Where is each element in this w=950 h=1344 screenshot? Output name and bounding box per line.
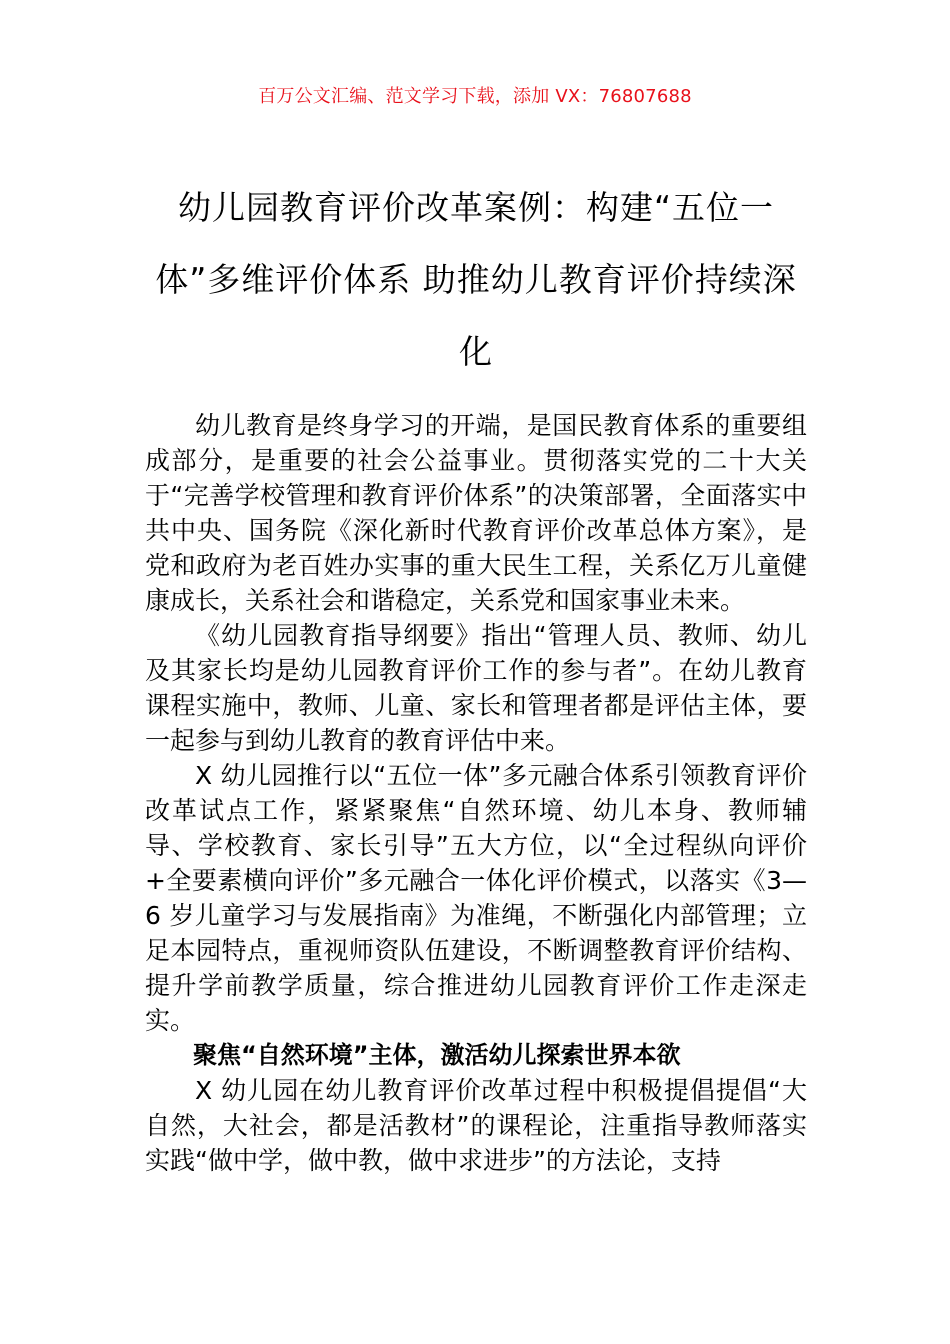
paragraph: X 幼儿园推行以“五位一体”多元融合体系引领教育评价改革试点工作，紧紧聚焦“自然环境、幼儿本身、教师辅导、学校教育、家长引导”五大方位，以“全过程纵向评价+全要素横向评价”多元融合一体化评价模式，以落实《3—6 岁儿童学习与发展指南》为准绳，不断强化内部管理；立足本园特点，重视师资队伍建设，不断调整教育评价结构、提升学前教学质量，综合推进幼儿园教育评价工作走深走实。 xyxy=(145,761,807,1035)
paragraph: X 幼儿园在幼儿教育评价改革过程中积极提倡提倡“大自然，大社会，都是活教材”的课程论，注重指导教师落实实践“做中学，做中教，做中求进步”的方法论，支持 xyxy=(145,1076,807,1175)
document-title: 幼儿园教育评价改革案例：构建“五位一体”多维评价体系 助推幼儿教育评价持续深化 xyxy=(155,188,797,371)
header-note: 百万公文汇编、范文学习下载，添加 VX：76807688 xyxy=(258,86,692,107)
document-body xyxy=(145,408,807,1178)
paragraph: 《幼儿园教育指导纲要》指出“管理人员、教师、幼儿及其家长均是幼儿园教育评价工作的参与者”。在幼儿教育课程实施中，教师、儿童、家长和管理者都是评估主体，要一起参与到幼儿教育的教育评估中来。 xyxy=(145,621,807,755)
paragraph: 幼儿教育是终身学习的开端，是国民教育体系的重要组成部分，是重要的社会公益事业。贯彻落实党的二十大关于“完善学校管理和教育评价体系”的决策部署，全面落实中共中央、国务院《深化新时代教育评价改革总体方案》，是党和政府为老百姓办实事的重大民生工程，关系亿万儿童健康成长，关系社会和谐稳定，关系党和国家事业未来。 xyxy=(145,411,807,615)
section-heading: 聚焦“自然环境”主体，激活幼儿探索世界本欲 xyxy=(193,1041,681,1069)
